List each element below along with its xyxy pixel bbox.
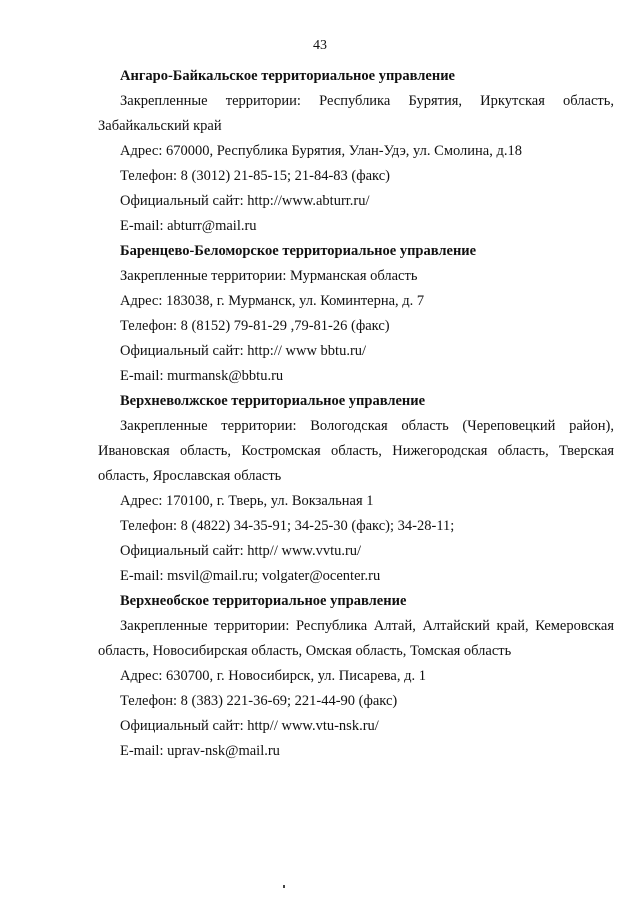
section-email: E-mail: murmansk@bbtu.ru [120,368,284,384]
section-territories: Закрепленные территории: Мурманская область [120,268,418,284]
section-address: Адрес: 183038, г. Мурманск, ул. Коминтерна, д. 7 [120,293,425,309]
section-site: Официальный сайт: http// www.vtu-nsk.ru/ [120,718,379,734]
section-territories: Закрепленные территории: Вологодская область (Череповецкий район), Ивановская область, Костромская область, Нижегородская область, Тверская область, Ярославская область [98,418,614,484]
section-verkhneob [98,589,614,764]
section-angaro-baikal [98,64,614,239]
scan-speck [283,885,285,888]
document-body [98,64,614,764]
section-verkhnevolzh [98,389,614,589]
section-address: Адрес: 670000, Республика Бурятия, Улан-Удэ, ул. Смолина, д.18 [120,143,522,159]
section-territories: Закрепленные территории: Республика Алтай, Алтайский край, Кемеровская область, Новосибирская область, Омская область, Томская область [98,618,614,659]
section-site: Официальный сайт: http// www.vvtu.ru/ [120,543,362,559]
section-phone: Телефон: 8 (3012) 21-85-15; 21-84-83 (факс) [120,168,391,184]
section-phone: Телефон: 8 (383) 221-36-69; 221-44-90 (факс) [120,693,398,709]
section-title: Ангаро-Байкальское территориальное управление [120,68,455,84]
section-territories: Закрепленные территории: Республика Бурятия, Иркутская область, Забайкальский край [98,93,614,134]
section-title: Верхнеобское территориальное управление [120,593,407,609]
section-address: Адрес: 630700, г. Новосибирск, ул. Писарева, д. 1 [120,668,426,684]
section-phone: Телефон: 8 (8152) 79-81-29 ,79-81-26 (факс) [120,318,390,334]
section-address: Адрес: 170100, г. Тверь, ул. Вокзальная 1 [120,493,374,509]
section-site: Официальный сайт: http:// www bbtu.ru/ [120,343,367,359]
section-email: E-mail: msvil@mail.ru; volgater@ocenter.ru [120,568,381,584]
section-title: Верхневолжское территориальное управление [120,393,426,409]
section-barents-belomor [98,239,614,389]
section-email: E-mail: abturr@mail.ru [120,218,257,234]
section-phone: Телефон: 8 (4822) 34-35-91; 34-25-30 (факс); 34-28-11; [120,518,455,534]
section-site: Официальный сайт: http://www.abturr.ru/ [120,193,370,209]
page-number: 43 [313,38,327,53]
section-title: Баренцево-Беломорское территориальное управление [120,243,477,259]
section-email: E-mail: uprav-nsk@mail.ru [120,743,280,759]
